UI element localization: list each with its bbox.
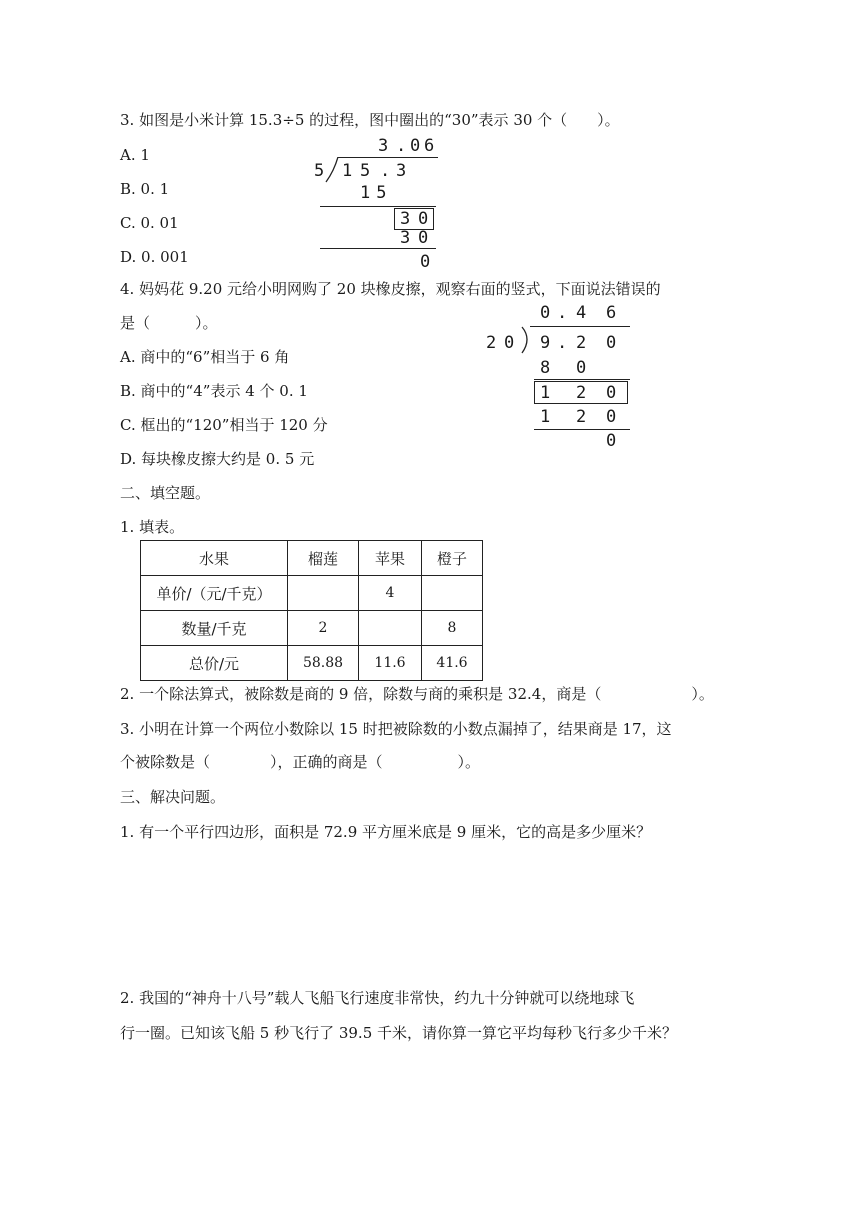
q4-quotient-point: . (557, 303, 568, 323)
table-row (141, 646, 483, 681)
section3-q1: 1. 有一个平行四边形，面积是 72.9 平方厘米底是 9 厘米，它的高是多少厘米？ (120, 823, 652, 841)
q3-dividend-digit: 3 (396, 161, 407, 181)
section2-q2: 2. 一个除法算式，被除数是商的 9 倍，除数与商的乘积是 32.4，商是（ ）。 (120, 685, 714, 703)
q4-dividend-digit: 2 (576, 333, 587, 353)
q4-option-b[interactable]: B. 商中的“4”表示 4 个 0. 1 (120, 382, 308, 400)
q3-divisor: 5 (314, 161, 325, 181)
q4-stem-line2: 是（ ）。 (120, 314, 218, 332)
section2-q3-line1: 3. 小明在计算一个两位小数除以 15 时把被除数的小数点漏掉了，结果商是 17，这 (120, 720, 672, 738)
q3-option-b[interactable]: B. 0. 1 (120, 180, 170, 198)
q3-step1: 15 (360, 183, 393, 203)
q4-dividend-digit: 0 (606, 333, 617, 353)
division-line (320, 206, 436, 207)
table-cell-blank[interactable] (359, 611, 422, 646)
q4-option-c[interactable]: C. 框出的“120”相当于 120 分 (120, 416, 328, 434)
q3-boxed-digit: 0 (418, 209, 429, 229)
q4-quotient-digit: 4 (576, 303, 587, 323)
table-cell: 8 (422, 611, 483, 646)
table-header-row (141, 541, 483, 576)
table-cell: 总价/元 (141, 646, 288, 681)
q4-step3-digit: 2 (576, 407, 587, 427)
table-row (141, 576, 483, 611)
q3-option-a[interactable]: A. 1 (120, 146, 150, 164)
q4-option-d[interactable]: D. 每块橡皮擦大约是 0. 5 元 (120, 450, 315, 468)
division-bar (530, 326, 630, 327)
division-line (534, 379, 630, 380)
q3-step3-digit: 0 (418, 228, 429, 248)
section2-q1-label: 1. 填表。 (120, 518, 185, 536)
q4-boxed-digit: 1 (540, 383, 551, 403)
q3-dividend-digit: 5 (360, 161, 371, 181)
q4-boxed-digit: 0 (606, 383, 617, 403)
q4-step3-digit: 0 (606, 407, 617, 427)
q4-long-division (480, 300, 640, 455)
section3-title: 三、解决问题。 (120, 788, 226, 806)
q4-quotient-digit: 0 (540, 303, 551, 323)
q4-step1-digit: 8 (540, 358, 551, 378)
division-bracket (324, 157, 340, 183)
q3-quotient-digit: 6 (424, 136, 435, 156)
table-cell-blank[interactable] (288, 576, 359, 611)
division-line (320, 248, 436, 249)
division-bracket (518, 326, 532, 354)
section2-title: 二、填空题。 (120, 484, 211, 502)
q3-remainder: 0 (420, 252, 431, 272)
q3-dividend-point: . (380, 161, 391, 181)
q3-boxed-digit: 3 (400, 209, 411, 229)
q3-quotient-digit: 3 (378, 136, 389, 156)
q3-option-c[interactable]: C. 0. 01 (120, 214, 179, 232)
q4-boxed-digit: 2 (576, 383, 587, 403)
table-header-cell: 苹果 (359, 541, 422, 576)
q4-option-a[interactable]: A. 商中的“6”相当于 6 角 (120, 348, 290, 366)
q3-option-d[interactable]: D. 0. 001 (120, 248, 189, 266)
q4-stem-line1: 4. 妈妈花 9.20 元给小明网购了 20 块橡皮擦，观察右面的竖式，下面说法错误的 (120, 280, 661, 298)
q3-long-division (300, 130, 450, 280)
q4-quotient-digit: 6 (606, 303, 617, 323)
division-line (534, 429, 630, 430)
table-row (141, 611, 483, 646)
q4-divisor-digit: 0 (504, 333, 515, 353)
q3-stem: 3. 如图是小米计算 15.3÷5 的过程，图中圈出的“30”表示 30 个（ ）。 (120, 111, 620, 129)
q3-quotient-digit: 0 (410, 136, 421, 156)
table-cell: 11.6 (359, 646, 422, 681)
table-header-cell: 水果 (141, 541, 288, 576)
q3-quotient-point: . (396, 136, 407, 156)
q4-dividend-digit: 9 (540, 333, 551, 353)
q4-step1-digit: 0 (576, 358, 587, 378)
section3-q2-line2: 行一圈。已知该飞船 5 秒飞行了 39.5 千米，请你算一算它平均每秒飞行多少千米？ (120, 1024, 678, 1042)
section2-q3-line2: 个被除数是（ ），正确的商是（ ）。 (120, 753, 481, 771)
table-cell: 58.88 (288, 646, 359, 681)
table-cell: 4 (359, 576, 422, 611)
q4-divisor-digit: 2 (486, 333, 497, 353)
q4-remainder: 0 (606, 431, 617, 451)
fruit-price-table (140, 540, 483, 681)
table-cell: 数量/千克 (141, 611, 288, 646)
table-header-cell: 橙子 (422, 541, 483, 576)
table-cell: 41.6 (422, 646, 483, 681)
q3-dividend-digit: 1 (342, 161, 353, 181)
q4-step3-digit: 1 (540, 407, 551, 427)
table-cell: 2 (288, 611, 359, 646)
table-header-cell: 榴莲 (288, 541, 359, 576)
section3-q2-line1: 2. 我国的“神舟十八号”载人飞船飞行速度非常快，约九十分钟就可以绕地球飞 (120, 989, 635, 1007)
table-cell: 单价/（元/千克） (141, 576, 288, 611)
division-bar (338, 157, 438, 158)
q4-dividend-point: . (557, 333, 568, 353)
table-cell-blank[interactable] (422, 576, 483, 611)
q3-step3-digit: 3 (400, 228, 411, 248)
